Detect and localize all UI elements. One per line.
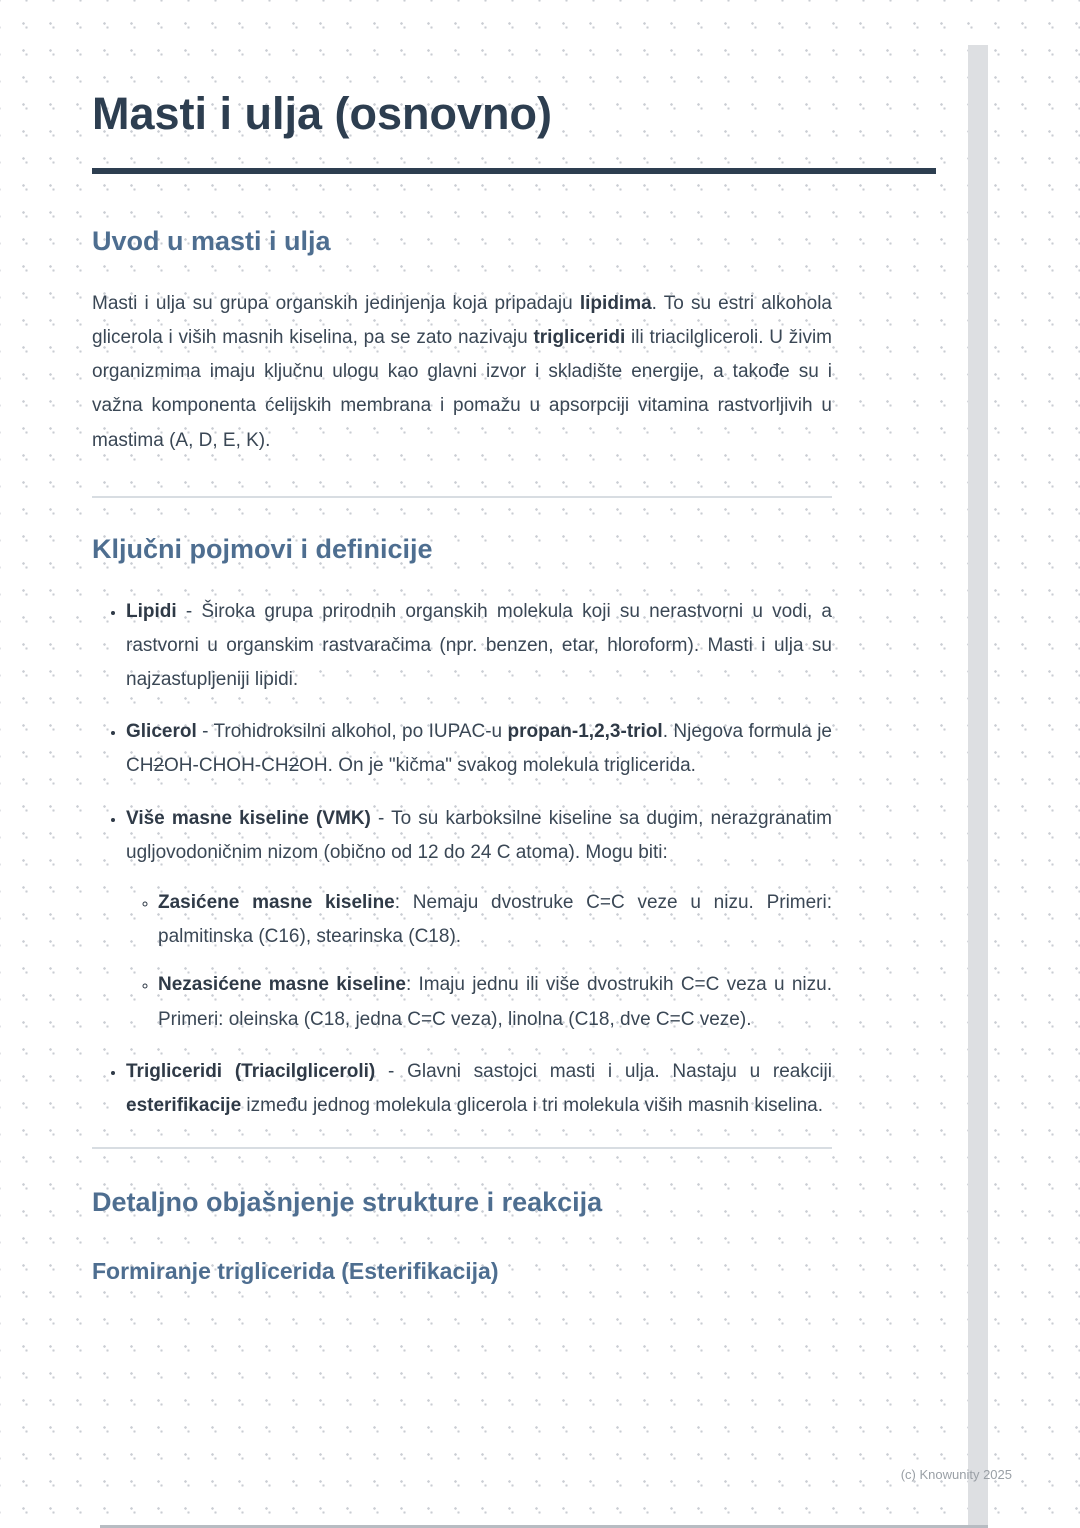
term-item-lipidi — [126, 595, 832, 698]
key-terms-list — [92, 595, 832, 1123]
section-key-terms — [92, 534, 832, 1123]
key-terms-heading: Ključni pojmovi i definicije — [92, 533, 433, 564]
details-subheading: Formiranje triglicerida (Esterifikacija) — [92, 1258, 499, 1285]
section-intro — [92, 226, 832, 458]
term-item-glicerol — [126, 715, 832, 783]
subterm-text-nezasicene: ◦ Nezasićene masne kiseline: Imaju jednu ili više dvostrukih C=C veza u nizu. Primeri: oleinska (C18, jedna C=C veza), linolna (C18, dve C=C veze). — [158, 974, 832, 1030]
page-title: Masti i ulja (osnovno) — [92, 88, 553, 139]
term-text-lipidi: • Lipidi - Široka grupa prirodnih organskih molekula koji su nerastvorni u vodi, a rastvorni u organskim rastvaračima (npr. benzen, etar, hloroform). Masti i ulja su najzastupljeniji lipidi. — [126, 600, 832, 691]
subterm-text-zasicene: ◦ Zasićene masne kiseline: Nemaju dvostruke C=C veze u nizu. Primeri: palmitinska (C16), stearinska (C18). — [158, 892, 833, 948]
copyright-text: (c) Knowunity 2025 — [900, 1467, 1012, 1482]
term-text-trigliceridi: • Trigliceridi (Triacilgliceroli) - Glavni sastojci masti i ulja. Nastaju u reakciji esterifikacije između jednog molekula glicerola i tri molekula viših masnih kiselina. — [126, 1060, 833, 1116]
intro-paragraph: Masti i ulja su grupa organskih jedinjenja koja pripadaju lipidima. To su estri alkohola glicerola i viših masnih kiselina, pa se zato nazivaju trigliceridi ili triacilgliceroli. U živim organizmima imaju ključnu ulogu kao glavni izvor i skladište energije, a takođe su i važna komponenta ćelijskih membrana i pomažu u apsorpciji vitamina rastvorljivih u mastima (A, D, E, K). — [92, 292, 832, 451]
term-item-vmk — [126, 802, 832, 1037]
term-text-vmk: • Više masne kiseline (VMK) - To su karboksilne kiseline sa dugim, nerazgranatim ugljovodoničnim nizom (obično od 12 do 24 C atoma). Mogu biti: — [126, 807, 832, 863]
term-text-glicerol: • Glicerol - Trohidroksilni alkohol, po IUPAC-u propan-1,2,3-triol. Njegova formula je CH2OH-CHOH-CH2OH. On je "kičma" svakog molekula triglicerida. — [126, 721, 832, 777]
section-divider — [92, 496, 832, 498]
document-content — [92, 88, 832, 1285]
section-details — [92, 1187, 832, 1285]
section-divider — [92, 1147, 832, 1149]
vmk-sublist — [126, 886, 832, 1037]
details-heading: Detaljno objašnjenje strukture i reakcija — [92, 1187, 603, 1218]
intro-heading: Uvod u masti i ulja — [92, 225, 331, 256]
title-underline — [92, 168, 936, 174]
scrollbar-track[interactable] — [968, 45, 988, 1528]
term-item-trigliceridi — [126, 1055, 832, 1123]
subterm-item-nezasicene — [158, 968, 832, 1036]
subterm-item-zasicene — [158, 886, 832, 954]
